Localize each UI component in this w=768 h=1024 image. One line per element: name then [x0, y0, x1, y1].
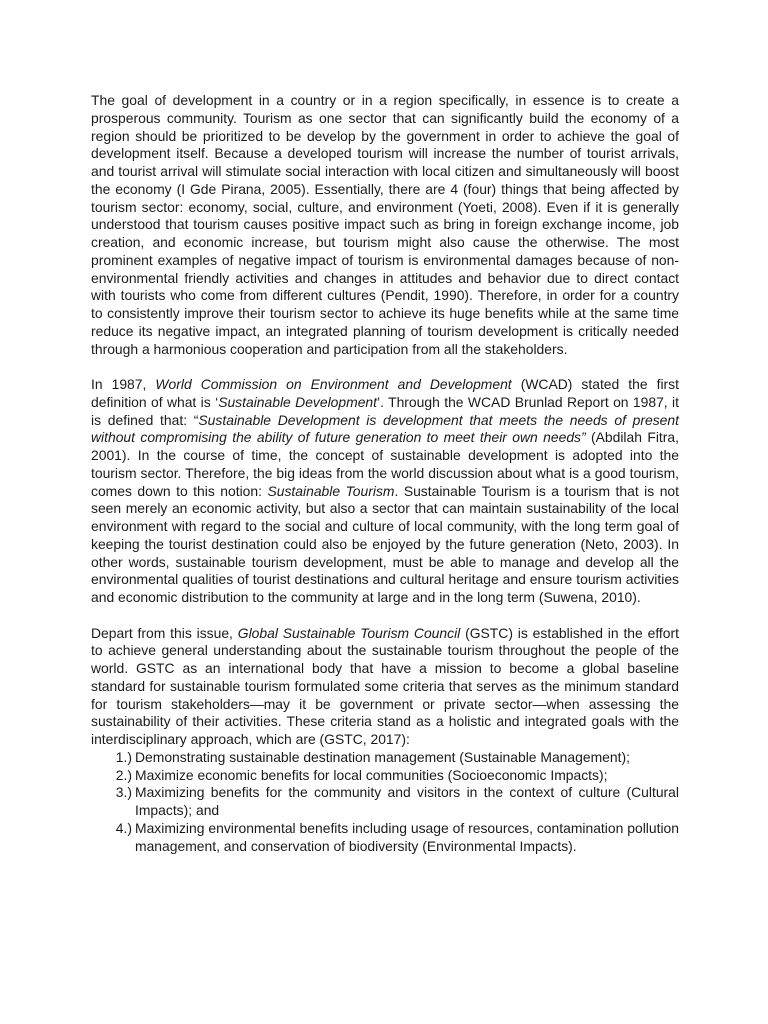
list-number: 3.)	[115, 784, 132, 801]
list-item	[91, 784, 679, 820]
list-text: Maximizing environmental benefits including usage of resources, contamination pollution management, and conservation of biodiversity (Environmental Impacts).	[135, 819, 679, 854]
list-number: 1.)	[115, 748, 132, 765]
text-span: ’. Through the WCAD Brunlad Report on 1987, it is defined that: “	[91, 393, 679, 428]
text-span: (GSTC) is established in the effort to achieve general understanding about the sustainable tourism throughout the people of the world. GSTC as an international body that have a mission to become a global baseline standard for sustainable tourism formulated some criteria that serves as the minimum standard for tourism stakeholders—may it be government or private sector—when assessing the sustainability of their activities. These criteria stand as a holistic and integrated goals with the interdisciplinary approach, which are (GSTC, 2017):	[91, 624, 679, 747]
italic-span: World Commission on Environment and Development	[155, 376, 512, 392]
list-item	[91, 767, 679, 785]
text-span: (WCAD) stated the first definition of what is ‘	[91, 376, 679, 410]
text-span: . Sustainable Tourism is a tourism that is not seen merely an economic activity, but also a sector that can maintain sustainability of the local environment with regard to the social and culture of local community, with the long term goal of keeping the tourist destination could also be enjoyed by the future generation (Neto, 2003). In other words, sustainable tourism development, must be able to manage and develop all the environmental qualities of tourist destinations and cultural heritage and ensure tourism activities and economic distribution to the community at large and in the long term (Suwena, 2010).	[91, 482, 680, 605]
list-text: Maximize economic benefits for local communities (Socioeconomic Impacts);	[135, 766, 608, 783]
list-number: 4.)	[115, 819, 132, 836]
italic-span: Sustainable Development	[218, 393, 378, 410]
list-number: 2.)	[115, 766, 132, 783]
list-text: Demonstrating sustainable destination management (Sustainable Management);	[135, 748, 630, 765]
text-span: (Abdilah Fitra, 2001). In the course of time, the concept of sustainable development is adopted into the tourism sector. Therefore, the big ideas from the world discussion about what is a good tourism, comes down to this notion:	[91, 429, 679, 499]
italic-quote: Sustainable Development is development that meets the needs of present without compromising the ability of future generation to meet their own needs”	[91, 411, 679, 446]
paragraph-gstc	[91, 625, 679, 749]
list-item	[91, 820, 679, 856]
paragraph-sustainable-development	[91, 376, 679, 607]
text-span: Depart from this issue,	[91, 624, 238, 641]
italic-span: Sustainable Tourism	[267, 482, 395, 499]
paragraph-development-goal: The goal of development in a country or in a region specifically, in essence is to create a prosperous community. Tourism as one sector that can significantly build the economy of a region should be prioritized to be develop by the government in order to achieve the goal of development itself. Because a developed tourism will increase the number of tourist arrivals, and tourist arrival will stimulate social interaction with local citizen and simultaneously will boost the economy (I Gde Pirana, 2005). Essentially, there are 4 (four) things that being affected by tourism sector: economy, social, culture, and environment (Yoeti, 2008). Even if it is generally understood that tourism causes positive impact such as bring in foreign exchange income, job creation, and economic increase, but tourism might also cause the otherwise. The most prominent examples of negative impact of tourism is environmental damages because of non-environmental friendly activities and changes in attitudes and behavior due to direct contact with tourists who come from different cultures (Pendit, 1990). Therefore, in order for a country to consistently improve their tourism sector to achieve its huge benefits while at the same time reduce its negative impact, an integrated planning of tourism development is critically needed through a harmonious cooperation and participation from all the stakeholders.	[91, 92, 679, 357]
gstc-criteria-list	[91, 749, 679, 856]
list-text: Maximizing benefits for the community and visitors in the context of culture (Cultural Impacts); and	[135, 784, 679, 818]
text-span: In 1987,	[91, 376, 156, 392]
list-item	[91, 749, 679, 767]
italic-span: Global Sustainable Tourism Council	[237, 624, 461, 641]
